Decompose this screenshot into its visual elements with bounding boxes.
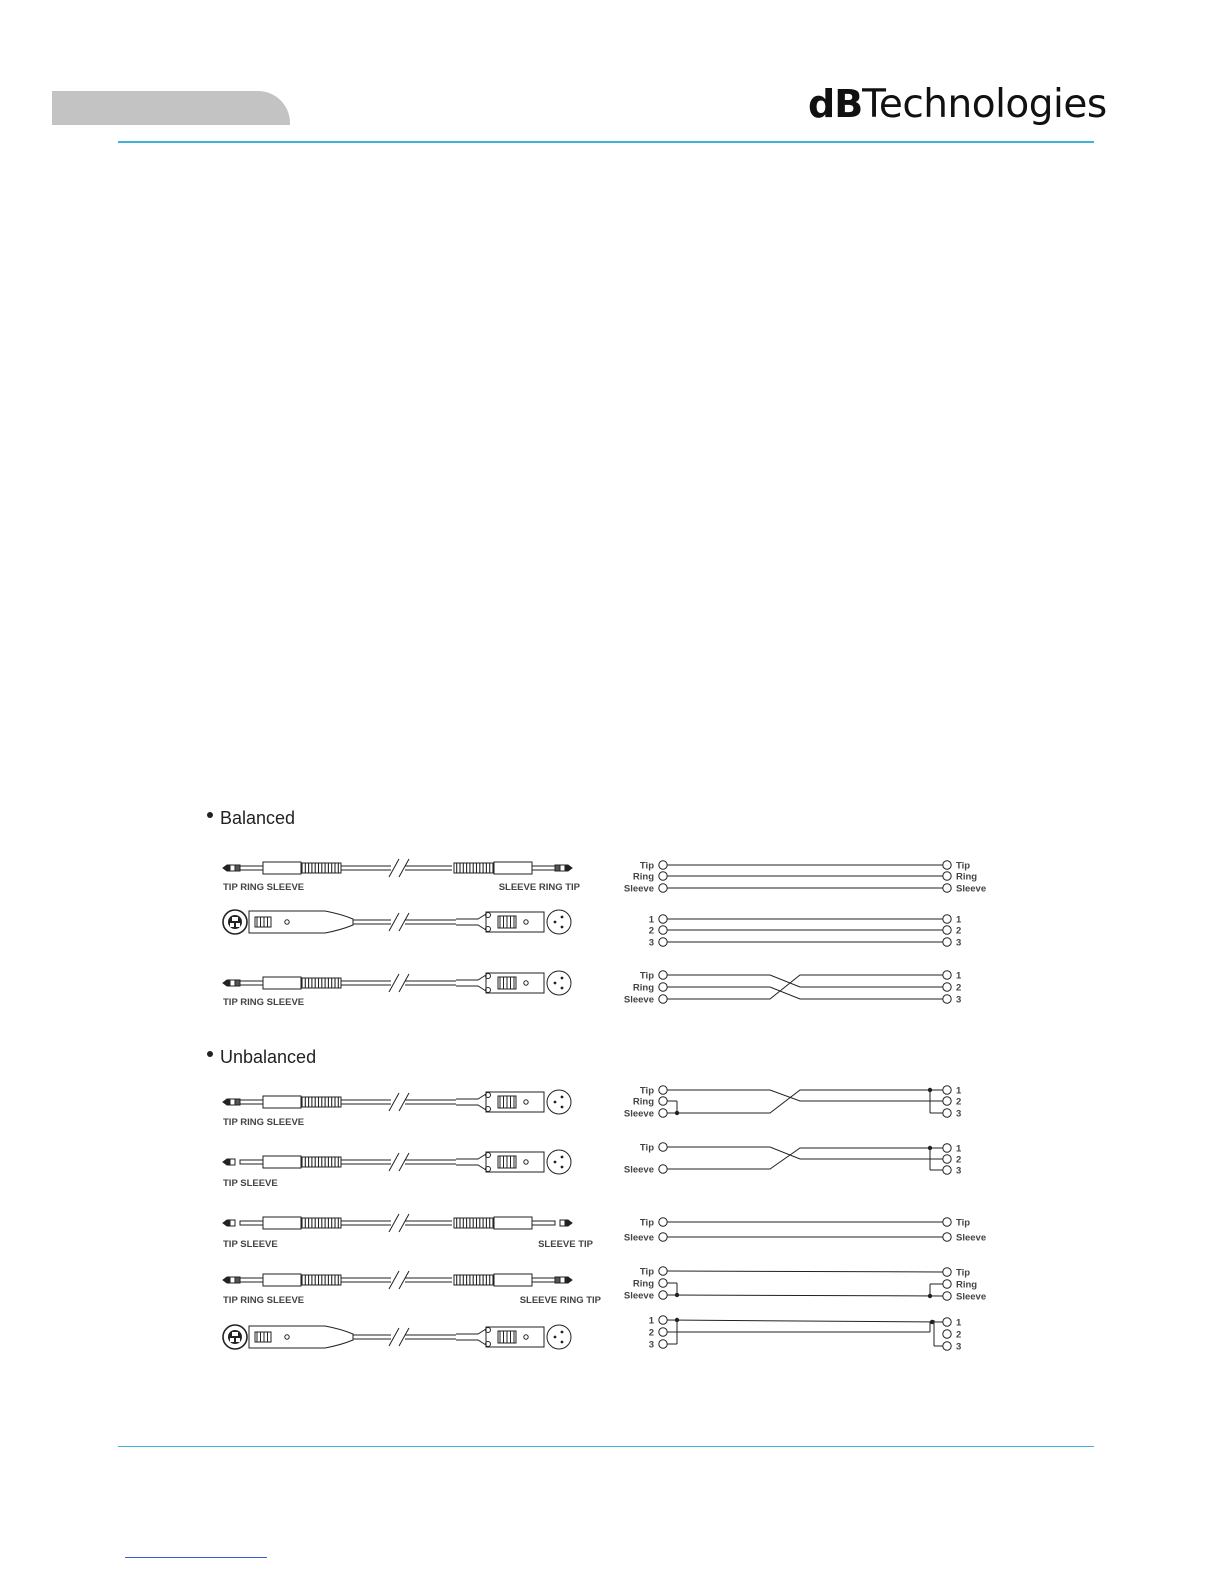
jack-tip	[223, 1099, 230, 1105]
section-unbalanced	[207, 1047, 986, 1353]
cable-break	[399, 974, 409, 992]
jack-tip	[223, 980, 230, 986]
xlr-pin	[561, 1341, 564, 1344]
left-connector-label: TIP RING SLEEVE	[223, 1295, 305, 1306]
jack-handle	[263, 1274, 301, 1286]
right-pin-label: 3	[956, 937, 962, 949]
terminal	[659, 872, 667, 880]
left-pin-label: 3	[648, 1339, 654, 1351]
left-pin-label: Sleeve	[623, 883, 654, 895]
cable-row	[223, 971, 962, 1009]
terminal	[659, 1291, 667, 1299]
xlr-socket	[236, 923, 240, 927]
left-connector-label: TIP SLEEVE	[223, 1239, 278, 1250]
junction-dot	[675, 1293, 679, 1297]
right-pin-label: 3	[956, 1165, 962, 1177]
jack-tip	[565, 865, 572, 871]
cable-break	[389, 913, 399, 931]
right-connector-label: SLEEVE RING TIP	[519, 1295, 601, 1306]
xlr-cable-boot	[456, 1094, 486, 1110]
left-pin-label: Tip	[639, 860, 654, 872]
xlr-socket	[232, 1332, 238, 1336]
wire	[667, 987, 943, 999]
junction-dot	[675, 1111, 679, 1115]
terminal	[659, 1316, 667, 1324]
cable-break	[399, 1214, 409, 1232]
xlr-pin	[554, 1336, 557, 1339]
terminal	[943, 1109, 951, 1117]
jack-ring	[235, 1099, 240, 1105]
cable-break	[389, 1153, 399, 1171]
xlr-cable-boot	[456, 1154, 486, 1170]
terminal	[659, 1267, 667, 1275]
cable-break	[399, 859, 409, 877]
terminal	[943, 872, 951, 880]
jack-ring-insulator	[230, 1277, 235, 1283]
junction-dot	[928, 1088, 932, 1092]
xlr-male-face	[547, 1150, 571, 1174]
wire	[667, 1147, 943, 1159]
terminal	[943, 1292, 951, 1300]
cable-break	[389, 974, 399, 992]
bullet-icon	[207, 812, 213, 818]
jack-ring	[235, 865, 240, 871]
left-pin-label: 1	[648, 914, 654, 926]
terminal	[659, 983, 667, 991]
xlr-latch	[285, 920, 289, 924]
terminal	[943, 915, 951, 923]
xlr-female-body	[249, 1326, 353, 1348]
cable-break	[389, 859, 399, 877]
right-pin-label: Sleeve	[956, 1232, 987, 1244]
terminal	[659, 1218, 667, 1226]
jack-tip	[565, 1220, 572, 1226]
jack-tip	[223, 865, 230, 871]
right-pin-label: 1	[956, 1143, 962, 1155]
left-connector-label: TIP RING SLEEVE	[223, 1117, 305, 1128]
terminal	[943, 971, 951, 979]
terminal	[943, 1268, 951, 1276]
right-connector-label: SLEEVE TIP	[538, 1239, 593, 1250]
wire	[667, 1090, 943, 1101]
left-pin-label: Sleeve	[623, 1290, 654, 1302]
left-pin-label: Tip	[639, 1142, 654, 1154]
jack-ring-insulator	[560, 1220, 565, 1226]
right-pin-label: Ring	[956, 1279, 978, 1291]
terminal	[659, 915, 667, 923]
cable-break	[399, 1271, 409, 1289]
xlr-pin	[561, 916, 564, 919]
xlr-pin	[561, 1156, 564, 1159]
jack-sleeve	[240, 1160, 263, 1164]
xlr-pin	[561, 1096, 564, 1099]
left-pin-label: Sleeve	[623, 1164, 654, 1176]
terminal	[943, 926, 951, 934]
junction-dot	[928, 1294, 932, 1298]
terminal	[943, 1280, 951, 1288]
terminal	[943, 1218, 951, 1226]
cable-row	[223, 859, 986, 895]
jack-tip	[223, 1220, 230, 1226]
cable-break	[389, 1214, 399, 1232]
wire	[667, 1295, 943, 1296]
cable-break	[389, 1328, 399, 1346]
right-pin-label: 2	[956, 925, 962, 937]
right-pin-label: 1	[956, 1317, 962, 1329]
jack-tip	[565, 1277, 572, 1283]
left-pin-label: Tip	[639, 970, 654, 982]
left-connector-label: TIP RING SLEEVE	[223, 882, 305, 893]
terminal	[659, 1233, 667, 1241]
left-connector-label: TIP RING SLEEVE	[223, 997, 305, 1008]
xlr-latch	[524, 1100, 528, 1104]
xlr-pin	[561, 926, 564, 929]
terminal	[659, 861, 667, 869]
left-connector-label: TIP SLEEVE	[223, 1178, 278, 1189]
xlr-pin	[554, 1101, 557, 1104]
cable-row	[223, 1214, 986, 1250]
terminal	[943, 1342, 951, 1350]
cable-break	[389, 1271, 399, 1289]
terminal	[659, 1165, 667, 1173]
xlr-socket	[230, 923, 234, 927]
xlr-body	[486, 973, 544, 993]
left-pin-label: 1	[648, 1315, 654, 1327]
terminal	[659, 1109, 667, 1117]
xlr-female-body	[249, 911, 353, 933]
terminal	[943, 938, 951, 946]
xlr-pin	[561, 1106, 564, 1109]
right-pin-label: 1	[956, 970, 962, 982]
xlr-latch	[524, 1160, 528, 1164]
terminal	[659, 1279, 667, 1287]
terminal	[659, 926, 667, 934]
xlr-body	[486, 1327, 544, 1347]
xlr-male-face	[547, 910, 571, 934]
cable-break	[399, 1153, 409, 1171]
jack-ring-insulator	[230, 1099, 235, 1105]
jack-handle	[494, 862, 532, 874]
terminal	[943, 983, 951, 991]
wire	[667, 1271, 943, 1272]
xlr-body	[486, 1092, 544, 1112]
cable-break	[399, 913, 409, 931]
logo-technologies: Technologies	[862, 82, 1107, 127]
logo-db: dB	[808, 82, 863, 126]
left-pin-label: Sleeve	[623, 1232, 654, 1244]
terminal	[659, 995, 667, 1003]
xlr-socket	[232, 917, 238, 921]
left-pin-label: 2	[648, 925, 654, 937]
terminal	[943, 1233, 951, 1241]
jack-ring	[235, 980, 240, 986]
xlr-male-face	[547, 1090, 571, 1114]
xlr-latch	[524, 1335, 528, 1339]
right-pin-label: 2	[956, 1329, 962, 1341]
terminal	[943, 1155, 951, 1163]
cable-break	[399, 1328, 409, 1346]
jack-ring	[235, 1277, 240, 1283]
left-pin-label: Ring	[632, 871, 654, 883]
xlr-socket	[230, 1338, 234, 1342]
footer-link-underline	[125, 1557, 267, 1558]
left-pin-label: Tip	[639, 1266, 654, 1278]
xlr-pin	[561, 1331, 564, 1334]
xlr-male-face	[547, 971, 571, 995]
left-pin-label: 3	[648, 937, 654, 949]
terminal	[943, 1166, 951, 1174]
wire	[667, 975, 943, 987]
cable-break	[389, 1093, 399, 1111]
section-title: Balanced	[220, 808, 296, 828]
xlr-male-face	[547, 1325, 571, 1349]
jack-ring-insulator	[230, 1159, 235, 1165]
terminal	[659, 1340, 667, 1348]
terminal	[943, 861, 951, 869]
xlr-pin	[554, 921, 557, 924]
jack-handle	[263, 1156, 301, 1168]
left-pin-label: Sleeve	[623, 1108, 654, 1120]
jack-sleeve	[240, 1221, 263, 1225]
xlr-pin	[554, 982, 557, 985]
jack-ring-insulator	[230, 980, 235, 986]
right-pin-label: 3	[956, 1341, 962, 1353]
jack-sleeve	[240, 1278, 263, 1282]
terminal	[943, 1097, 951, 1105]
jack-handle	[263, 1217, 301, 1229]
jack-handle	[494, 1274, 532, 1286]
jack-ring-insulator	[560, 865, 565, 871]
terminal	[659, 971, 667, 979]
jack-sleeve	[240, 1100, 263, 1104]
cable-row	[223, 1316, 962, 1353]
left-pin-label: Sleeve	[623, 994, 654, 1006]
jack-handle	[263, 1096, 301, 1108]
section-title: Unbalanced	[220, 1047, 317, 1067]
right-pin-label: Sleeve	[956, 883, 987, 895]
cable-row	[223, 1086, 962, 1129]
right-pin-label: Sleeve	[956, 1291, 987, 1303]
right-pin-label: Tip	[956, 860, 971, 872]
left-pin-label: 2	[648, 1327, 654, 1339]
junction-dot	[675, 1318, 679, 1322]
jack-ring-insulator	[230, 865, 235, 871]
wire	[667, 1320, 943, 1322]
xlr-socket	[236, 1338, 240, 1342]
terminal	[943, 1330, 951, 1338]
terminal	[943, 884, 951, 892]
right-pin-label: 3	[956, 994, 962, 1006]
jack-ring	[555, 865, 560, 871]
xlr-body	[486, 1152, 544, 1172]
left-pin-label: Ring	[632, 1096, 654, 1108]
right-pin-label: Tip	[956, 1267, 971, 1279]
right-connector-label: SLEEVE RING TIP	[498, 882, 580, 893]
xlr-pin	[561, 987, 564, 990]
footer-rule	[118, 1446, 1094, 1447]
junction-dot	[928, 1146, 932, 1150]
cable-row	[223, 1143, 962, 1190]
cable-break	[399, 1093, 409, 1111]
right-pin-label: 2	[956, 1154, 962, 1166]
jack-sleeve	[240, 866, 263, 870]
jack-sleeve	[532, 866, 555, 870]
terminal	[659, 1143, 667, 1151]
xlr-latch	[285, 1335, 289, 1339]
jack-ring-insulator	[560, 1277, 565, 1283]
jack-handle	[263, 977, 301, 989]
terminal	[943, 1318, 951, 1326]
terminal	[659, 1097, 667, 1105]
xlr-cable-boot	[456, 1329, 486, 1345]
xlr-cable-boot	[456, 975, 486, 991]
left-pin-label: Tip	[639, 1085, 654, 1097]
xlr-pin	[561, 1166, 564, 1169]
xlr-cable-boot	[456, 914, 486, 930]
jack-tip	[223, 1159, 230, 1165]
left-pin-label: Ring	[632, 982, 654, 994]
bullet-icon	[207, 1051, 213, 1057]
terminal	[943, 1144, 951, 1152]
cable-row	[223, 1267, 986, 1307]
terminal	[659, 1086, 667, 1094]
cable-row	[223, 910, 962, 949]
terminal	[943, 1086, 951, 1094]
right-pin-label: 1	[956, 1085, 962, 1097]
jack-ring-insulator	[230, 1220, 235, 1226]
jack-sleeve	[532, 1278, 555, 1282]
jack-sleeve	[532, 1221, 555, 1225]
xlr-pin	[554, 1161, 557, 1164]
xlr-body	[486, 912, 544, 932]
right-pin-label: 2	[956, 1096, 962, 1108]
terminal	[659, 1328, 667, 1336]
terminal	[943, 995, 951, 1003]
right-pin-label: Ring	[956, 871, 978, 883]
xlr-latch	[524, 981, 528, 985]
jack-tip	[223, 1277, 230, 1283]
jack-handle	[494, 1217, 532, 1229]
jack-sleeve	[240, 981, 263, 985]
xlr-latch	[524, 920, 528, 924]
section-balanced	[207, 808, 986, 1008]
left-pin-label: Tip	[639, 1217, 654, 1229]
xlr-pin	[561, 977, 564, 980]
jack-handle	[263, 862, 301, 874]
jack-ring	[555, 1277, 560, 1283]
right-pin-label: 2	[956, 982, 962, 994]
right-pin-label: Tip	[956, 1217, 971, 1229]
right-pin-label: 3	[956, 1108, 962, 1120]
left-pin-label: Ring	[632, 1278, 654, 1290]
right-pin-label: 1	[956, 914, 962, 926]
terminal	[659, 938, 667, 946]
terminal	[659, 884, 667, 892]
